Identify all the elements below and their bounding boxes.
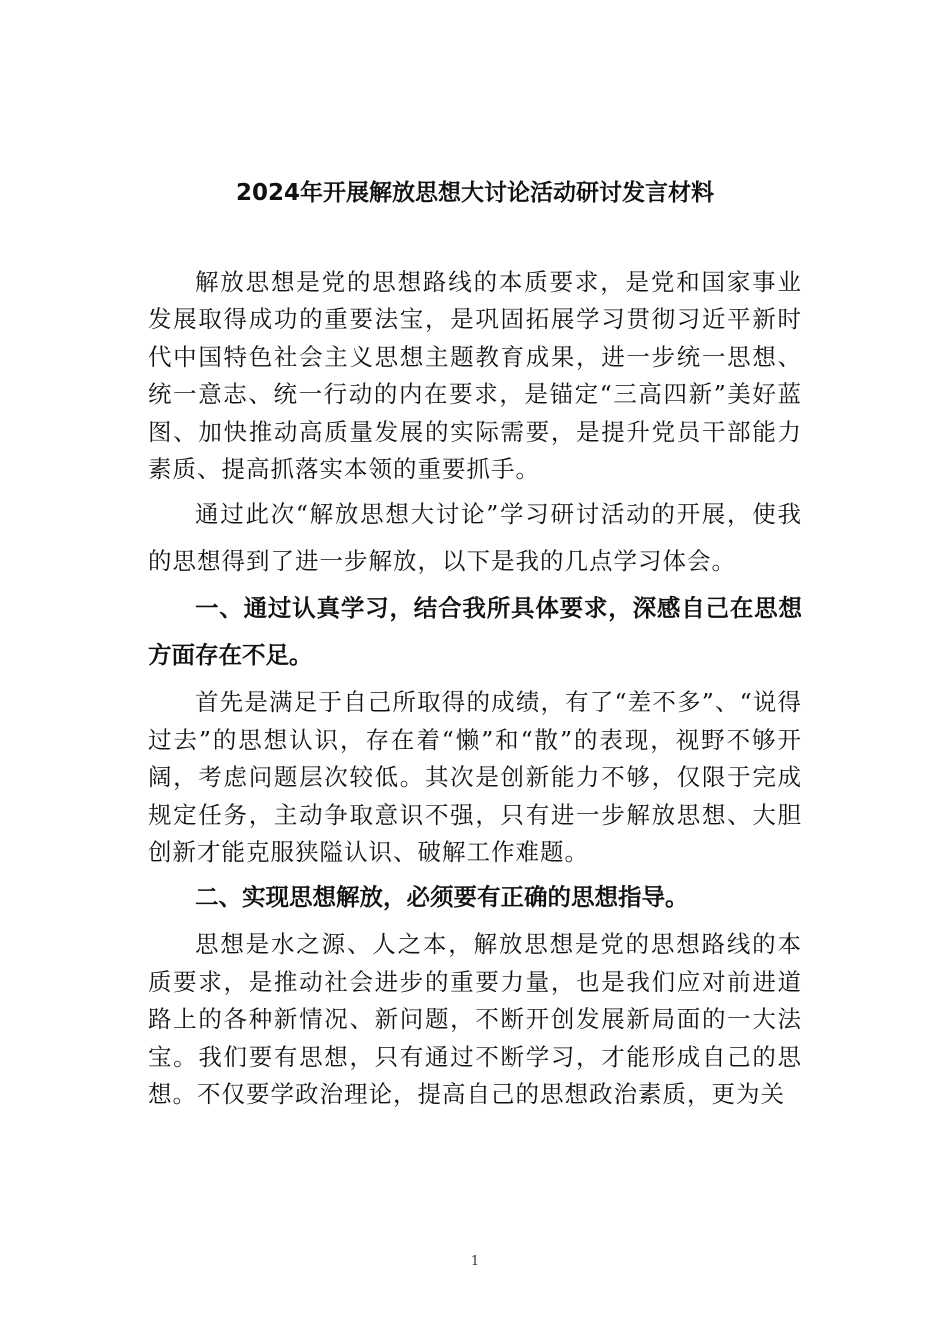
document-body (148, 264, 802, 1114)
section-1-paragraph: 首先是满足于自己所取得的成绩，有了“差不多”、“说得过去”的思想认识，存在着“懒”和“散”的表现，视野不够开阔，考虑问题层次较低。其次是创新能力不够，仅限于完成规定任务，主动争取意识不强，只有进一步解放思想、大胆创新才能克服狭隘认识、破解工作难题。 (148, 688, 802, 867)
section-2-paragraph: 思想是水之源、人之本，解放思想是党的思想路线的本质要求，是推动社会进步的重要力量，也是我们应对前进道路上的各种新情况、新问题，不断开创发展新局面的一大法宝。我们要有思想，只有通过不断学习，才能形成自己的思想。不仅要学政治理论，提高自己的思想政治素质，更为关 (148, 930, 802, 1109)
transition-paragraph: 通过此次“解放思想大讨论”学习研讨活动的开展，使我的思想得到了进一步解放，以下是我的几点学习体会。 (148, 500, 802, 576)
page-number: 1 (470, 1254, 480, 1269)
section-2-heading: 二、实现思想解放，必须要有正确的思想指导。 (195, 883, 689, 912)
section-1-heading: 一、通过认真学习，结合我所具体要求，深感自己在思想方面存在不足。 (148, 594, 802, 670)
document-title: 2024年开展解放思想大讨论活动研讨发言材料 (235, 180, 714, 206)
intro-paragraph: 解放思想是党的思想路线的本质要求，是党和国家事业发展取得成功的重要法宝，是巩固拓展学习贯彻习近平新时代中国特色社会主义思想主题教育成果，进一步统一思想、统一意志、统一行动的内在要求，是锚定“三高四新”美好蓝图、加快推动高质量发展的实际需要，是提升党员干部能力素质、提高抓落实本领的重要抓手。 (148, 268, 802, 484)
